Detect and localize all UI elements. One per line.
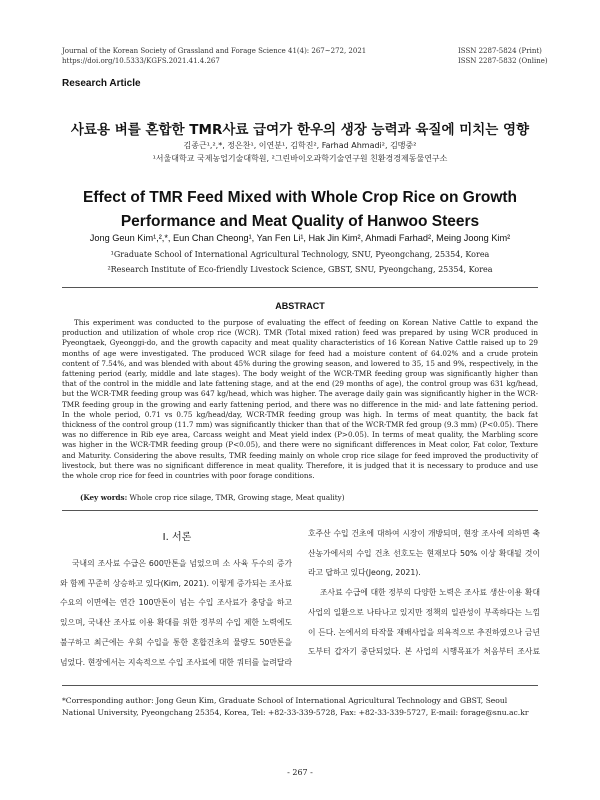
divider-footnote <box>62 685 538 686</box>
intro-paragraph-continued: 호주산 수입 건초에 대하여 시장이 개방되며, 현장 조사에 의하면 축산농가에서의 수입 건초 선호도는 현재보다 50% 이상 확대될 것이라고 답하고 있다(Jeong, 2021). <box>308 529 540 578</box>
intro-paragraph-3: 조사료 수급에 대한 정부의 다양한 노력은 조사료 생산·이용 확대 사업의 일환으로 나타나고 있지만 정책의 일관성이 부족하다는 느낌이 든다. 논에서의 타작물 재배사업을 의욕적으로 추진하였으나 금년도부터 갑자기 중단되었다. 본 사업의 시행목표가 처음부터 조사료 <box>308 588 540 657</box>
doi-link[interactable]: https://doi.org/10.5333/KGFS.2021.41.4.267 <box>62 57 220 65</box>
english-authors: Jong Geun Kim¹,²,*, Eun Chan Cheong¹, Yan Fen Li¹, Hak Jin Kim², Ahmadi Farhad², Meing Joong Kim² <box>89 233 511 243</box>
article-type: Research Article <box>62 78 141 89</box>
keywords <box>80 493 345 502</box>
journal-header <box>62 46 366 66</box>
abstract-text: This experiment was conducted to the purpose of evaluating the effect of feeding on Korean Native Cattle to expand the production and utilization of whole crop rice (WCR). TMR (Total mixed ration) feed was prepared by using WCR produced in Pyeongtaek, Gyeonggi-do, and the growth capacity and meat quality characteristics of 16 Korean Native Cattle raised up to 29 months of age were investigated. The produced WCR silage for feed had a moisture content of 64.02% and a crude protein content of 7.54%, and was blended with about 45% during the growing season, and lowered to 35, 15 and 9%, respectively, in the fattening period (early, middle and late stages). The body weight of the WCR-TMR feeding group was significantly higher than that of the control in the middle and late fattening stage, and at the end (29 months of age), the control group was 631 kg/head, but the WCR-TMR feeding group was 647 kg/head, which was higher. The average daily gain was significantly higher in the WCR-TMR feeding group in the growing and early fattening period, and there was no difference in the mid- and late fattening period. In the whole period, 0.71 vs 0.75 kg/head/day, WCR-TMR feeding group was high. In terms of meat quantity, the back fat thickness of the control group (11.7 mm) was significantly thicker than that of the WCR-TMR fed group (9.3 mm) (P<0.05). There was no difference in Rib eye area, Carcass weight and Meat yield index (P>0.05). In terms of meat quality, the Marbling score was higher in the WCR-TMR feeding group (P<0.05), and there were no significant differences in Meat color, Fat color, Texture and Maturity. Considering the above results, TMR feeding mainly on whole crop rice silage for feed improved the productivity of livestock, but there was no significant difference in meat quality. Therefore, it is judged that it is necessary to produce and use the whole crop rice for feed in countries with poor forage conditions. <box>62 318 538 481</box>
keywords-text: Whole crop rice silage, TMR, Growing stage, Meat quality) <box>129 493 345 502</box>
english-title: Effect of TMR Feed Mixed with Whole Crop Rice on Growth Performance and Meat Quality of Hanwoo Steers <box>83 189 517 230</box>
issn-block <box>458 46 548 66</box>
english-affiliation-2: ²Research Institute of Eco-friendly Livestock Science, GBST, SNU, Pyeongchang, 25354, Korea <box>107 265 493 274</box>
divider-abstract <box>62 510 538 511</box>
body-column-left <box>60 554 292 676</box>
korean-authors: 김종근¹,²,*, 정은찬¹, 이연분¹, 김학진², Farhad Ahmadi², 김맹중² <box>183 141 417 150</box>
intro-paragraph-1: 국내의 조사료 수급은 600만톤을 넘었으며 소 사육 두수의 증가와 함께 꾸준히 상승하고 있다(Kim, 2021). 이렇게 증가되는 조사료 수요의 이면에는 연간 100만톤이 넘는 수입 조사료가 충당을 하고 있으며, 국내산 조사료 이용 확대를 위한 정부의 수입 제한 노력에도 불구하고 최근에는 우회 수입을 통한 혼합건초의 물량도 50만톤을 넘었다. 현장에서는 지속적으로 수입 조사료에 대한 쿼터를 늘려달라 <box>60 559 292 667</box>
issn-online: ISSN 2287-5832 (Online) <box>458 57 548 65</box>
english-affiliation-1: ¹Graduate School of International Agricultural Technology, SNU, Pyeongchang, 25354, Korea <box>110 250 490 259</box>
divider-top <box>62 287 538 288</box>
abstract-heading: ABSTRACT <box>275 301 325 311</box>
body-column-right <box>308 524 540 666</box>
issn-print: ISSN 2287-5824 (Print) <box>458 47 542 55</box>
journal-citation: Journal of the Korean Society of Grassland and Forage Science 41(4): 267~272, 2021 <box>62 47 367 55</box>
page-number: - 267 - <box>287 768 313 777</box>
section-heading-introduction: Ⅰ. 서론 <box>162 532 192 543</box>
korean-title: 사료용 벼를 혼합한 TMR사료 급여가 한우의 생장 능력과 육질에 미치는 영향 <box>70 122 530 138</box>
keywords-label: (Key words: <box>80 493 128 502</box>
korean-affiliations: ¹서울대학교 국제농업기술대학원, ²그린바이오과학기술연구원 친환경경제동물연구소 <box>152 154 448 163</box>
corresponding-author-note: *Corresponding author: Jong Geun Kim, Graduate School of International Agricultural Technology and GBST, Seoul National University, Pyeongchang 25354, Korea, Tel: +82-33-339-5728, Fax: +82-33-339-5727, E-mail: forage@snu.ac.kr <box>62 696 529 717</box>
